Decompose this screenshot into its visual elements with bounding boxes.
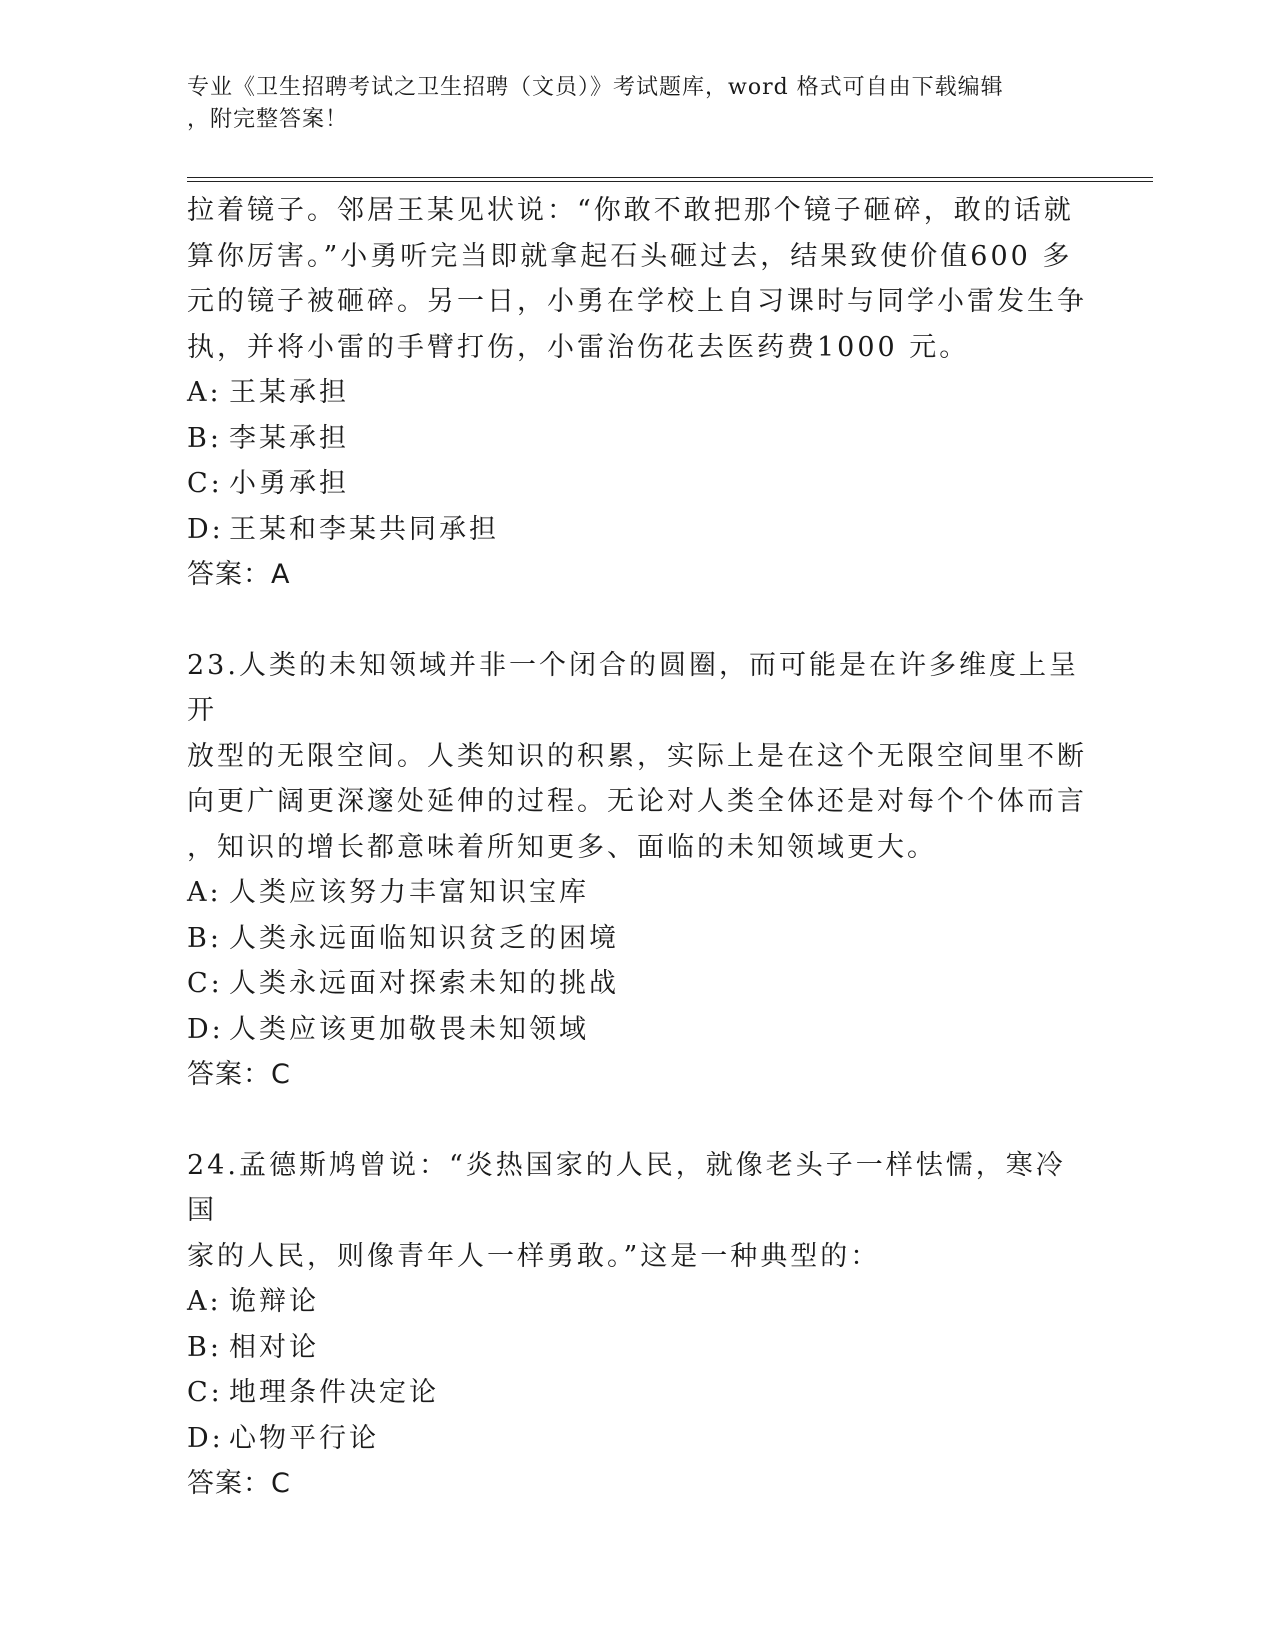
option-key: B: (187, 1331, 222, 1363)
option-c (187, 961, 1087, 1007)
option-a (187, 370, 1087, 416)
option-key: C: (187, 1377, 223, 1408)
option-key: B: (187, 922, 222, 954)
option-text: 心物平行论 (229, 1422, 379, 1454)
option-text: 人类永远面对探索未知的挑战 (229, 968, 619, 999)
stem-line: 元的镜子被砸碎。另一日，小勇在学校上自习课时与同学小雷发生争 (187, 286, 1087, 317)
option-a (187, 1279, 1087, 1325)
option-key: D: (187, 1422, 224, 1454)
option-key: A: (187, 1286, 222, 1317)
stem-line: 拉着镜子。邻居王某见状说：“你敢不敢把那个镜子砸碎，敢的话就 (187, 195, 1074, 226)
option-text: 人类应该努力丰富知识宝库 (229, 877, 589, 908)
option-b (187, 1325, 1087, 1371)
question-22-continued (187, 188, 1087, 598)
option-text: 地理条件决定论 (229, 1377, 439, 1408)
option-text: 王某和李某共同承担 (229, 513, 499, 545)
option-d (187, 1007, 1087, 1053)
option-key: D: (187, 1013, 224, 1045)
stem-line: 24.孟德斯鸠曾说：“炎热国家的人民，就像老头子一样怯懦，寒冷国 (187, 1149, 1066, 1226)
option-list (187, 870, 1087, 1052)
answer-line: 答案：C (187, 1059, 291, 1090)
option-key: C: (187, 468, 223, 499)
option-text: 李某承担 (229, 422, 349, 454)
question-stem (187, 188, 1087, 370)
header-double-rule (187, 177, 1153, 182)
option-text: 诡辩论 (229, 1286, 319, 1317)
question-24 (187, 1143, 1087, 1507)
option-key: D: (187, 513, 224, 545)
option-text: 相对论 (229, 1331, 319, 1363)
stem-line: 家的人民，则像青年人一样勇敢。”这是一种典型的： (187, 1240, 881, 1272)
stem-line: 向更广阔更深邃处延伸的过程。无论对人类全体还是对每个个体而言 (187, 786, 1087, 817)
stem-line: 23.人类的未知领域并非一个闭合的圆圈，而可能是在许多维度上呈开 (187, 649, 1079, 726)
option-key: B: (187, 422, 222, 454)
question-list (187, 188, 1087, 1507)
option-key: C: (187, 968, 223, 999)
option-c (187, 461, 1087, 507)
header-line-1: 专业《卫生招聘考试之卫生招聘（文员）》考试题库，word 格式可自由下载编辑 (187, 75, 1004, 100)
option-text: 王某承担 (229, 377, 349, 408)
answer-line: 答案：C (187, 1468, 291, 1499)
answer-line: 答案：A (187, 559, 291, 590)
option-a (187, 870, 1087, 916)
option-b (187, 416, 1087, 462)
stem-line: 放型的无限空间。人类知识的积累，实际上是在这个无限空间里不断 (187, 740, 1087, 772)
option-key: A: (187, 877, 222, 908)
option-text: 人类永远面临知识贫乏的困境 (229, 922, 619, 954)
question-stem (187, 1143, 1087, 1280)
question-stem (187, 643, 1087, 871)
option-d (187, 507, 1087, 553)
option-key: A: (187, 377, 222, 408)
option-text: 人类应该更加敬畏未知领域 (229, 1013, 589, 1045)
stem-line: ，知识的增长都意味着所知更多、面临的未知领域更大。 (187, 831, 937, 863)
stem-line: 算你厉害。”小勇听完当即就拿起石头砸过去，结果致使价值600 多 (187, 240, 1073, 272)
option-c (187, 1370, 1087, 1416)
stem-line: 执，并将小雷的手臂打伤，小雷治伤花去医药费1000 元。 (187, 331, 970, 363)
question-23 (187, 643, 1087, 1098)
option-list (187, 370, 1087, 552)
option-list (187, 1279, 1087, 1461)
header-line-2: ，附完整答案！ (187, 107, 349, 132)
option-b (187, 916, 1087, 962)
document-header (187, 72, 1067, 136)
option-d (187, 1416, 1087, 1462)
option-text: 小勇承担 (229, 468, 349, 499)
